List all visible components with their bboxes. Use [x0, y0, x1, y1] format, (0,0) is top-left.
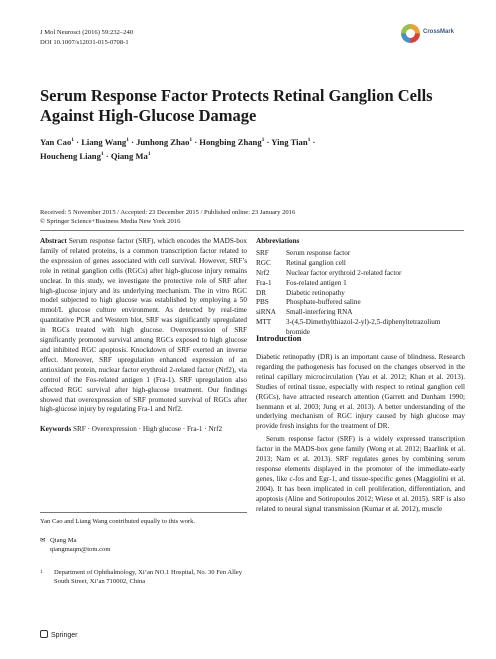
introduction-body: [256, 353, 465, 515]
affiliation: [40, 568, 247, 586]
author-name[interactable]: Houcheng Liang: [40, 150, 101, 161]
abbreviations-list: [256, 249, 465, 338]
left-column: [40, 237, 247, 435]
author-affiliation-marker: 1: [261, 137, 265, 143]
author-name[interactable]: Liang Wang: [81, 136, 127, 147]
keywords: [40, 425, 247, 435]
abbreviation-value: Retinal ganglion cell: [286, 258, 346, 267]
author-separator: ·: [192, 136, 200, 147]
author-name[interactable]: Hongbing Zhang: [199, 136, 262, 147]
corresponding-email[interactable]: qiangmaqm@tom.com: [50, 546, 111, 553]
crossmark-label: CrossMark: [423, 29, 455, 35]
author-list: [40, 134, 460, 162]
dates-line: Received: 5 November 2015 / Accepted: 23 December 2015 / Published online: 23 January 2016: [40, 209, 296, 216]
contribution-note: Yan Cao and Liang Wang contributed equally to this work.: [40, 518, 196, 525]
author-separator: ·: [103, 150, 111, 161]
author-affiliation-marker: 1: [126, 137, 129, 143]
envelope-icon: ✉: [40, 537, 46, 544]
author-separator: ·: [310, 136, 316, 147]
author-name[interactable]: Qiang Ma: [110, 150, 148, 161]
author-separator: ·: [264, 136, 272, 147]
abbreviation-row: [256, 249, 465, 259]
abbreviation-key: PBS: [256, 298, 269, 307]
author-affiliation-marker: 1: [147, 150, 151, 157]
abbreviation-value: Nuclear factor erythroid 2-related factor: [286, 268, 402, 277]
doi[interactable]: DOI 10.1007/s12031-015-0708-1: [40, 38, 129, 46]
abbreviation-row: [256, 308, 465, 318]
introduction-heading: Introduction: [256, 334, 302, 343]
abbreviations-title: Abbreviations: [256, 237, 300, 245]
abbreviation-value: Diabetic retinopathy: [286, 288, 345, 297]
keywords-text: SRF · Overexpression · High glucose · Fra-1 · Nrf2: [72, 425, 223, 434]
journal-header: [40, 28, 133, 47]
abbreviation-row: [256, 298, 465, 308]
abbreviation-key: Fra-1: [256, 278, 272, 287]
author-separator: ·: [128, 136, 137, 147]
correspondence: [40, 536, 110, 554]
crossmark-badge[interactable]: [401, 24, 461, 44]
abbreviation-key: MTT: [256, 318, 272, 327]
abbreviation-value: Serum response factor: [286, 248, 351, 257]
abbreviation-row: [256, 279, 465, 289]
abbreviation-value: Phosphate-buffered saline: [286, 298, 361, 307]
journal-citation: J Mol Neurosci (2016) 59:232–240: [40, 29, 134, 36]
author-name[interactable]: Ying Tian: [271, 136, 308, 147]
publisher-logo: [40, 630, 77, 639]
abbreviation-value: Fos-related antigen 1: [286, 278, 347, 287]
abbreviation-key: DR: [256, 288, 266, 297]
abbreviation-row: [256, 259, 465, 269]
publisher-name: Springer: [51, 632, 78, 639]
crossmark-icon: [401, 24, 420, 43]
abstract-label: Abstract: [40, 237, 67, 245]
publication-history: [40, 208, 460, 226]
author-line-1: [40, 134, 460, 148]
abstract-text: Serum response factor (SRF), which encodes the MADS-box family of related proteins, is a common transcription factor related to the expression of genes associated with cell survival. However, SRF’s role in retinal ganglion cells (RGCs) after high-glucose injury remains unclear. In this study, we investigate the protective role of SRF after high-glucose injury and its underlying mechanism. The in vitro RGC model subjected to high glucose was established by employing a 50 mmol/L glucose culture environment. As detected by real-time quantitative PCR and Western blot, SRF was significantly upregulated in RGCs treated with high glucose. Overexpression of SRF significantly promoted survival among RGCs exposed to high glucose and inhibited RGC apoptosis. Knockdown of SRF exerted an inverse effect. Moreover, SRF upregulation enhanced expression of an antioxidant protein, nuclear factor erythroid 2-related factor (Nrf2), via control of the Fos-related antigen 1 (Fra-1). SRF upregulation also affected RGC survival after high-glucose treatment. Our findings showed that overexpression of SRF promoted survival of RGCs after high-glucose injury by regulating Fra-1 and Nrf2.: [40, 237, 248, 414]
abstract: [40, 237, 247, 415]
intro-paragraph-2: Serum response factor (SRF) is a widely expressed transcription factor in the MADS-box gene family (Wong et al. 2012; Baarlink et al. 2013; Nam et al. 2013). SRF regulates genes by combining serum response elements displayed in the promoter of the immediate-early genes, like c-fos and Egr-1, and tissue-specific genes (Maggiolini et al. 2004). It has been implicated in cell proliferation, differentiation, and apoptosis (Aline and Sotiropoulos 2012; Wiese et al. 2015). SRF is also related to neural signal transmission (Kumar et al. 2012), muscle: [256, 435, 465, 513]
affiliation-text: Department of Ophthalmology, Xi’an NO.1 Hospital, No. 30 Fen Alley South Street, Xi’an 710002, China: [54, 569, 243, 585]
abbreviation-key: SRF: [256, 248, 269, 257]
intro-paragraph-1: Diabetic retinopathy (DR) is an important cause of blindness. Research regarding the pathogenesis has focused on the changes observed in the retinal capillary microcirculation (Yau et al. 2012; Khan et al. 2013). Studies of retinal tissue, especially with respect to retinal ganglion cell (RGCs), have attracted research attention (Garrett and Dunham 1990; Isenmann et al. 2003; Jung et al. 2013). A better understanding of the underlying mechanism of RGC injury caused by high glucose may provide fresh insights for the treatment of DR.: [256, 353, 465, 431]
springer-horse-icon: [40, 630, 48, 638]
abbreviation-key: Nrf2: [256, 268, 270, 277]
abbreviation-row: [256, 289, 465, 299]
author-affiliation-marker: 1: [71, 137, 75, 143]
article-title: Serum Response Factor Protects Retinal Ganglion Cells Against High-Glucose Damage: [40, 86, 433, 125]
affiliation-number: 1: [40, 570, 43, 575]
abbreviations: [256, 237, 465, 338]
header-divider: [40, 230, 464, 231]
author-name[interactable]: Junhong Zhao: [136, 136, 190, 147]
corresponding-author: Qiang Ma: [50, 537, 77, 544]
abbreviation-key: RGC: [256, 258, 271, 267]
author-affiliation-marker: 1: [100, 150, 104, 157]
footnote-divider: [40, 512, 247, 513]
author-line-2: [40, 148, 460, 162]
author-name[interactable]: Yan Cao: [40, 136, 72, 147]
keywords-label: Keywords: [40, 425, 72, 434]
abbreviation-value: 3-(4,5-Dimethylthiazol-2-yl)-2,5-diphenyltetrazolium bromide: [286, 318, 441, 337]
author-affiliation-marker: 1: [189, 137, 193, 143]
author-separator: ·: [74, 136, 82, 147]
abbreviation-key: siRNA: [256, 308, 276, 317]
abbreviation-row: [256, 269, 465, 279]
abbreviation-value: Small-interfering RNA: [286, 308, 353, 317]
author-affiliation-marker: 1: [307, 137, 311, 143]
copyright-line: © Springer Science+Business Media New York 2016: [40, 218, 181, 225]
